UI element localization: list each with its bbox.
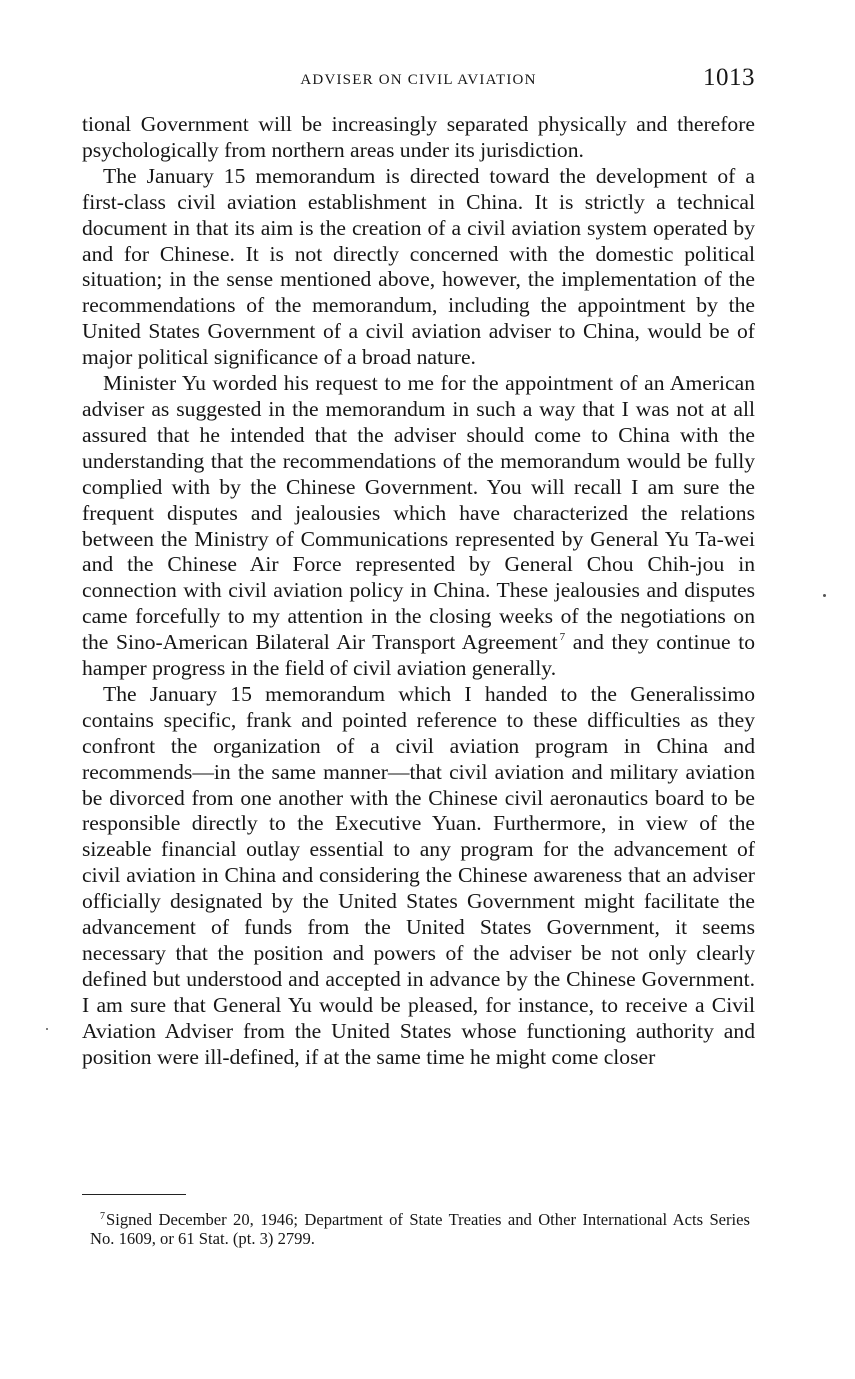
paragraph-minister-yu-request xyxy=(82,371,755,682)
footnote-marker: 7 xyxy=(100,1211,105,1222)
body-text xyxy=(82,112,755,1071)
footnote-text: Signed December 20, 1946; Department of State Treaties and Other International Acts Series No. 1609, or 61 Stat. (pt. 3) 2799. xyxy=(90,1210,750,1248)
paragraph-minister-yu-request-tail: and they continue to hamper progress in the field of civil aviation generally. xyxy=(82,630,755,681)
footnote-reference[interactable]: 7 xyxy=(559,631,566,644)
page-number: 1013 xyxy=(703,64,755,91)
scan-speck xyxy=(823,594,826,597)
footnote-divider xyxy=(82,1194,186,1195)
scan-speck xyxy=(46,1028,48,1030)
paragraph-continuation: tional Government will be increasingly separated physically and therefore psychologically from northern areas under its jurisdiction. xyxy=(82,112,755,162)
paragraph-minister-yu-request-text: Minister Yu worded his request to me for the appointment of an American adviser as suggested in the memorandum in such a way that I was not at all assured that he intended that the adviser should come to China with the understanding that the recommendations of the memorandum would be fully complied with by the Chinese Government. You will recall I am sure the frequent disputes and jealousies which have characterized the relations between the Ministry of Communications represented by General Yu Ta-wei and the Chinese Air Force represented by General Chou Chih-jou in connection with civil aviation policy in China. These jealousies and disputes came forcefully to my attention in the closing weeks of the negotiations on the Sino-American Bilateral Air Transport Agreement xyxy=(82,371,755,655)
running-title: ADVISER ON CIVIL AVIATION xyxy=(300,72,537,88)
footnote xyxy=(90,1211,750,1249)
paragraph-memorandum-purpose: The January 15 memorandum is directed toward the development of a first-class civil aviation establishment in China. It is strictly a technical document in that its aim is the creation of a civil aviation system operated by and for Chinese. It is not directly concerned with the domestic political situation; in the sense mentioned above, however, the implementation of the recommendations of the memorandum, including the appointment by the United States Government of a civil aviation adviser to China, would be of major political significance of a broad nature. xyxy=(82,163,755,370)
running-head xyxy=(82,64,755,98)
paragraph-generalissimo-memorandum: The January 15 memorandum which I handed to the Generalissimo contains specific, frank and pointed reference to these difficulties as they confront the organization of a civil aviation program in China and recommends—in the same manner—that civil aviation and military aviation be divorced from one another with the Chinese civil aeronautics board to be responsible directly to the Executive Yuan. Furthermore, in view of the sizeable financial outlay essential to any program for the advancement of civil aviation in China and considering the Chinese awareness that an adviser officially designated by the United States Government might facilitate the advancement of funds from the United States Government, it seems necessary that the position and powers of the adviser be not only clearly defined but understood and accepted in advance by the Chinese Government. I am sure that General Yu would be pleased, for instance, to receive a Civil Aviation Adviser from the United States whose functioning authority and position were ill-defined, if at the same time he might come closer xyxy=(82,681,755,1069)
